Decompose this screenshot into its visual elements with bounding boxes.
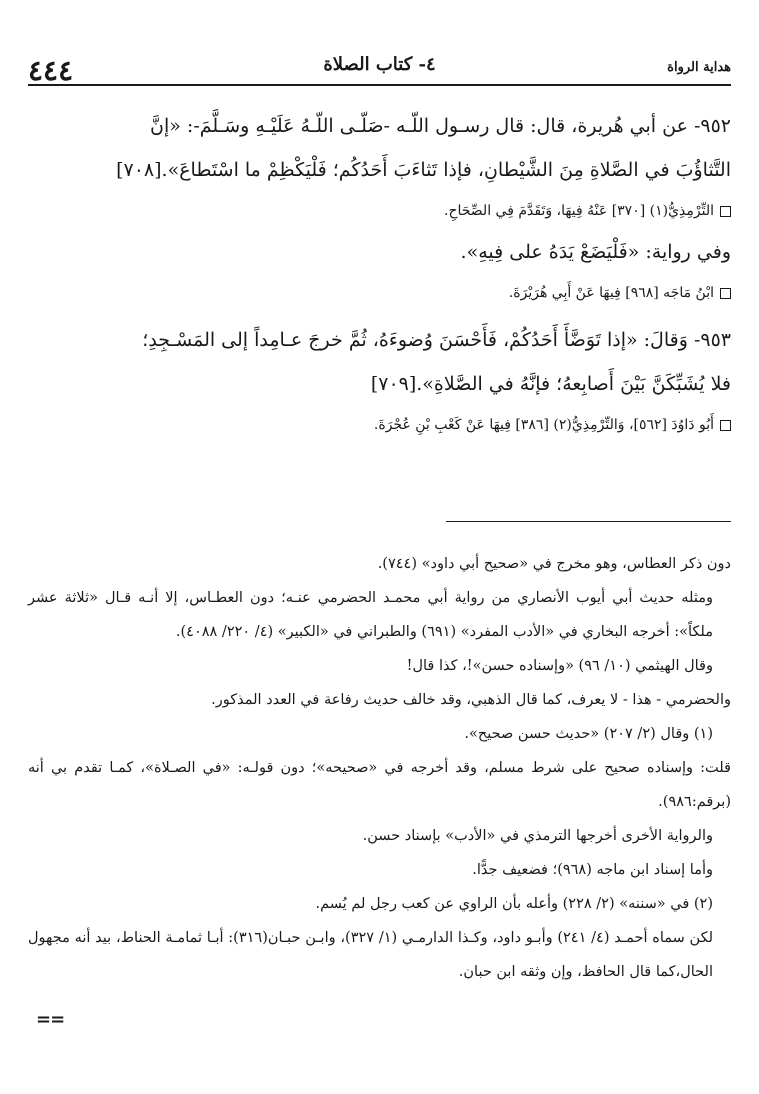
page-number: ٤٤٤ [28, 54, 74, 87]
footnote-line: وقال الهيثمي (١٠/ ٩٦) «وإسناده حسن»!، كذا قال! [406, 658, 713, 674]
page [28, 40, 731, 1070]
hadith-952-line-1: ٩٥٢- عن أبي هُريرة، قال: قال رسـول اللّـه -صَلّـى اللّـهُ عَلَيْـهِ وسَـلَّمَ-: «إنَّ [150, 115, 731, 137]
hadith-952-line-2: التَّثاؤُبَ في الصَّلاةِ مِنَ الشَّيْطانِ، فإذا تَثاءَبَ أَحَدُكُم؛ فَلْيَكْظِمْ ما اسْتَطاعَ».[٧٠٨] [116, 159, 731, 181]
hadith-953-line-2: فلا يُشَبِّكَنَّ بَيْنَ أَصابِعهُ؛ فإنَّهُ في الصَّلاةِ».[٧٠٩] [370, 373, 731, 395]
takhrij-952-b-text: ابْنُ مَاجَه [٩٦٨] فِيهَا عَنْ أَبِي هُرَيْرَةَ. [508, 285, 714, 301]
footnote-line: والرواية الأخرى أخرجها الترمذي في «الأدب» بإسناد حسن. [362, 828, 713, 844]
riwaya-952: وفي رواية: «فَلْيَضَعْ يَدَهُ على فِيهِ». [460, 241, 731, 263]
chapter-title: ٤- كتاب الصلاة [323, 54, 436, 75]
end-mark: == [36, 1009, 65, 1030]
footnotes [28, 547, 731, 989]
book-title: هداية الرواة [667, 60, 731, 75]
hadith-953-line-1: ٩٥٣- وَقالَ: «إذا تَوَضَّأَ أَحَدُكُمْ، فَأَحْسَنَ وُضوءَهُ، ثُمَّ خرجَ عـامِداً إلى المَسْـجِدِ؛ [142, 329, 731, 351]
footnote-line: وأما إسناد ابن ماجه (٩٦٨)؛ فضعيف جدًّا. [472, 862, 713, 878]
page-header [28, 40, 731, 86]
footnote-line: دون ذكر العطاس، وهو مخرج في «صحيح أبي داود» (٧٤٤). [377, 556, 731, 572]
takhrij-952-a [28, 192, 731, 230]
takhrij-952-a-text: التِّرْمِذِيُّ(١) [٣٧٠] عَنْهُ فِيهَا، وَتَقَدَّمَ فِي الصِّحَاحِ. [444, 203, 714, 219]
takhrij-952-b [28, 274, 731, 312]
checkbox-square-icon [720, 206, 731, 217]
footnote-line: (١) وقال (٢/ ٢٠٧) «حديث حسن صحيح». [464, 726, 713, 742]
checkbox-square-icon [720, 288, 731, 299]
footnote-line: والحضرمي - هذا - لا يعرف، كما قال الذهبي، وقد خالف حديث رفاعة في العدد المذكور. [211, 692, 731, 708]
checkbox-square-icon [720, 420, 731, 431]
footnote-line: قلت: وإسناده صحيح على شرط مسلم، وقد أخرجه في «صحيحه»؛ دون قولـه: «في الصـلاة»، كمـا تقدم بي أنه (برقم:٩٨٦). [28, 760, 731, 810]
footnote-line: لكن سماه أحمـد (٤/ ٢٤١) وأبـو داود، وكـذا الدارمـي (١/ ٣٢٧)، وابـن حبـان(٣١٦): أبـا ثمامـة الحناط، بيد أنه مجهول الحال،كما قال الحافظ، وإن وثقه ابن حبان. [28, 930, 713, 980]
takhrij-953 [28, 406, 731, 444]
footnote-line: (٢) في «سننه» (٢/ ٢٢٨) وأعله بأن الراوي عن كعب رجل لم يُسم. [315, 896, 713, 912]
takhrij-953-text: أَبُو دَاوُدَ [٥٦٢]، وَالتِّرْمِذِيُّ(٢) [٣٨٦] فِيهَا عَنْ كَعْبِ بْنِ عُجْرَةَ. [373, 417, 714, 433]
footnote-separator [446, 521, 731, 522]
main-text [28, 86, 731, 444]
footnote-line: ومثله حديث أبي أيوب الأنصاري من رواية أبي محمـد الحضرمي عنـه؛ دون العطـاس، إلا أنـه قـال «ثلاثة عشر ملكاً»: أخرجه البخاري في «الأدب المفرد» (٦٩١) والطبراني في «الكبير» (٤/ ٢٢٠/ ٤٠٨٨). [28, 590, 713, 640]
